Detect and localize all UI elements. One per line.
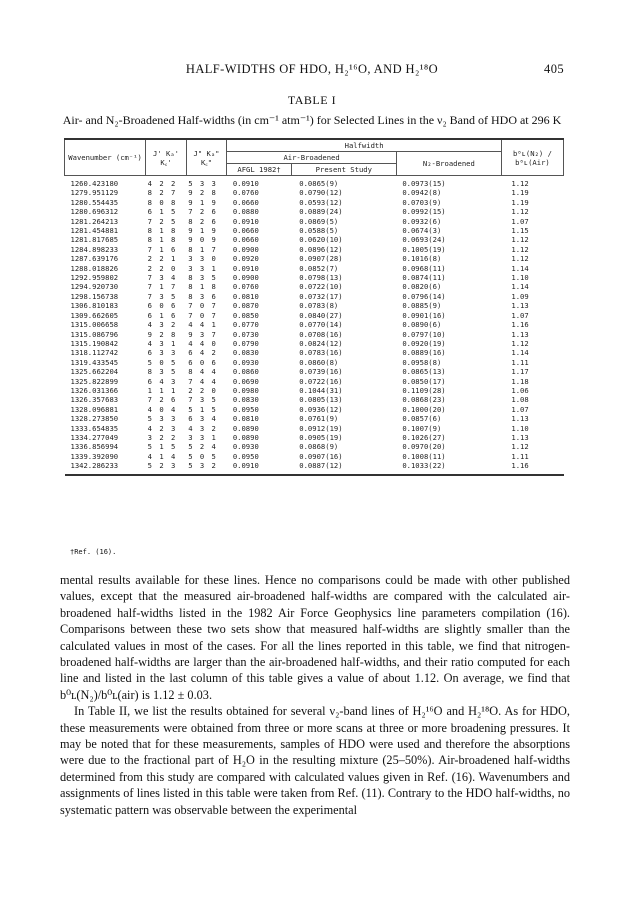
cell-wavenumber: 1318.112742 (70, 348, 119, 358)
cell-lower-state: 7 3 5 (188, 395, 218, 405)
cell-afgl: 0.0870 (232, 301, 259, 311)
cell-upper-state: 6 0 6 (147, 301, 177, 311)
cell-n2-broadened: 0.0942(8) (402, 188, 442, 198)
cell-upper-state: 4 1 4 (147, 451, 177, 461)
cell-upper-state: 8 1 8 (147, 235, 177, 245)
cell-lower-state: 8 3 6 (188, 291, 218, 301)
cell-afgl: 0.0690 (232, 376, 259, 386)
cell-wavenumber: 1281.454881 (70, 226, 119, 236)
cell-upper-state: 1 1 1 (147, 385, 177, 395)
cell-present-study: 0.0805(13) (299, 395, 343, 405)
table-row (65, 282, 564, 291)
cell-ratio: 1.10 (511, 273, 529, 283)
cell-ratio: 1.12 (511, 179, 529, 188)
cell-present-study: 0.0889(24) (299, 207, 343, 217)
cell-wavenumber: 1287.639176 (70, 254, 119, 264)
cell-n2-broadened: 0.0885(9) (402, 301, 442, 311)
cell-ratio: 1.08 (511, 395, 529, 405)
cell-lower-state: 6 0 6 (188, 357, 218, 367)
cell-present-study: 0.0912(19) (299, 423, 343, 433)
cell-lower-state: 7 0 7 (188, 310, 218, 320)
cell-wavenumber: 1326.357683 (70, 395, 119, 405)
cell-upper-state: 4 0 4 (147, 404, 177, 414)
cell-present-study: 0.1044(31) (299, 385, 343, 395)
cell-upper-state: 7 1 6 (147, 244, 177, 254)
cell-lower-state: 4 4 1 (188, 320, 218, 330)
cell-wavenumber: 1339.392090 (70, 451, 119, 461)
cell-afgl: 0.0980 (232, 385, 259, 395)
cell-ratio: 1.17 (511, 367, 529, 377)
table-row (65, 339, 564, 348)
cell-n2-broadened: 0.0865(13) (402, 367, 446, 377)
cell-ratio: 1.14 (511, 263, 529, 273)
cell-lower-state: 7 0 7 (188, 301, 218, 311)
table-label: TABLE I (287, 93, 337, 107)
cell-n2-broadened: 0.1033(22) (396, 461, 501, 474)
cell-afgl: 0.0890 (232, 423, 259, 433)
table-row (65, 377, 564, 386)
cell-wavenumber: 1279.951129 (70, 188, 119, 198)
table-row (65, 254, 564, 263)
table-row (65, 348, 564, 357)
cell-afgl: 0.0910 (232, 263, 259, 273)
cell-upper-state: 4 2 3 (147, 423, 177, 433)
header-upper-state: J' Kₐ' K꜀' (146, 139, 187, 176)
cell-upper-state: 4 3 2 (147, 320, 177, 330)
cell-wavenumber: 1280.554435 (70, 197, 119, 207)
cell-upper-state: 9 2 8 (147, 329, 177, 339)
table-row (65, 358, 564, 367)
cell-present-study: 0.0907(16) (299, 451, 343, 461)
cell-lower-state: 6 3 4 (188, 414, 218, 424)
cell-upper-state: 8 1 8 (147, 226, 177, 236)
header-afgl: AFGL 1982† (227, 164, 291, 176)
cell-upper-state: 7 2 5 (147, 216, 177, 226)
cell-n2-broadened: 0.0932(6) (402, 216, 442, 226)
table-row (65, 386, 564, 395)
table-row (65, 311, 564, 320)
cell-ratio: 1.19 (511, 197, 529, 207)
table-row (65, 217, 564, 226)
cell-wavenumber: 1281.817685 (70, 235, 119, 245)
cell-lower-state: 8 1 7 (188, 244, 218, 254)
running-title: HALF-WIDTHS OF HDO, H₂¹⁶O, AND H₂¹⁸O (185, 62, 439, 76)
cell-lower-state: 5 0 5 (188, 451, 218, 461)
table-row (65, 176, 564, 189)
cell-wavenumber: 1333.654835 (70, 423, 119, 433)
cell-n2-broadened: 0.0973(15) (402, 179, 446, 188)
cell-afgl: 0.0760 (232, 188, 259, 198)
header-air-broadened: Air-Broadened (227, 152, 397, 164)
cell-wavenumber: 1281.264213 (70, 216, 119, 226)
cell-present-study: 0.0770(14) (299, 320, 343, 330)
cell-present-study: 0.0783(16) (299, 348, 343, 358)
cell-afgl: 0.0910 (227, 461, 291, 474)
cell-n2-broadened: 0.0890(6) (402, 320, 442, 330)
cell-upper-state: 6 1 6 (147, 310, 177, 320)
table-row (65, 264, 564, 273)
cell-ratio: 1.12 (511, 235, 529, 245)
cell-ratio: 1.11 (511, 357, 529, 367)
cell-n2-broadened: 0.0857(6) (402, 414, 442, 424)
cell-lower-state: 8 2 6 (188, 216, 218, 226)
cell-upper-state: 8 2 7 (147, 188, 177, 198)
header-ratio: b⁰ʟ(N₂) / b⁰ʟ(Air) (501, 139, 563, 176)
cell-present-study: 0.0868(9) (299, 442, 339, 452)
cell-upper-state: 5 3 3 (147, 414, 177, 424)
cell-n2-broadened: 0.1016(8) (402, 254, 442, 264)
header-lower-state: J" Kₐ" K꜀" (186, 139, 227, 176)
cell-wavenumber: 1319.433545 (70, 357, 119, 367)
cell-present-study: 0.0588(5) (299, 226, 339, 236)
header-halfwidth: Halfwidth (227, 139, 502, 152)
header-n2-broadened: N₂-Broadened (396, 152, 501, 176)
cell-afgl: 0.0760 (232, 282, 259, 292)
cell-n2-broadened: 0.1007(9) (402, 423, 442, 433)
cell-wavenumber: 1280.696312 (70, 207, 119, 217)
table-row (65, 433, 564, 442)
table-row (65, 367, 564, 376)
cell-ratio: 1.12 (511, 207, 529, 217)
cell-lower-state: 9 0 9 (188, 235, 218, 245)
cell-upper-state: 5 1 5 (147, 442, 177, 452)
table-row (65, 226, 564, 235)
cell-present-study: 0.0593(12) (299, 197, 343, 207)
cell-n2-broadened: 0.0850(17) (402, 376, 446, 386)
cell-lower-state: 5 3 2 (186, 461, 227, 474)
cell-wavenumber: 1309.662605 (70, 310, 119, 320)
cell-afgl: 0.0950 (232, 404, 259, 414)
cell-afgl: 0.0950 (232, 451, 259, 461)
table-row (65, 320, 564, 329)
cell-upper-state: 5 0 5 (147, 357, 177, 367)
cell-ratio: 1.19 (511, 188, 529, 198)
cell-upper-state: 6 1 5 (147, 207, 177, 217)
cell-present-study: 0.0887(12) (291, 461, 396, 474)
cell-afgl: 0.0660 (232, 197, 259, 207)
cell-afgl: 0.0850 (232, 310, 259, 320)
cell-present-study: 0.0620(10) (299, 235, 343, 245)
cell-wavenumber: 1336.856994 (70, 442, 119, 452)
cell-wavenumber: 1284.898233 (70, 244, 119, 254)
table-row (65, 245, 564, 254)
cell-upper-state: 7 3 5 (147, 291, 177, 301)
cell-lower-state: 6 4 2 (188, 348, 218, 358)
table-row (65, 461, 564, 474)
cell-afgl: 0.0860 (232, 367, 259, 377)
cell-afgl: 0.0810 (232, 414, 259, 424)
cell-wavenumber: 1294.920730 (70, 282, 119, 292)
cell-ratio: 1.10 (511, 423, 529, 433)
cell-wavenumber: 1315.006658 (70, 320, 119, 330)
table-row (65, 424, 564, 433)
cell-lower-state: 7 4 4 (188, 376, 218, 386)
cell-n2-broadened: 0.0820(6) (402, 282, 442, 292)
cell-ratio: 1.09 (511, 291, 529, 301)
cell-afgl: 0.0930 (232, 357, 259, 367)
cell-n2-broadened: 0.0693(24) (402, 235, 446, 245)
cell-lower-state: 8 1 8 (188, 282, 218, 292)
cell-n2-broadened: 0.0703(9) (402, 197, 442, 207)
cell-n2-broadened: 0.1109(28) (402, 385, 446, 395)
cell-wavenumber: 1334.277049 (70, 432, 119, 442)
cell-present-study: 0.0907(28) (299, 254, 343, 264)
cell-afgl: 0.0660 (232, 226, 259, 236)
cell-wavenumber: 1298.156738 (70, 291, 119, 301)
cell-ratio: 1.13 (511, 329, 529, 339)
cell-afgl: 0.0900 (232, 273, 259, 283)
cell-ratio: 1.06 (511, 385, 529, 395)
cell-present-study: 0.0798(13) (299, 273, 343, 283)
table-row (65, 414, 564, 423)
cell-n2-broadened: 0.0970(20) (402, 442, 446, 452)
cell-present-study: 0.0722(16) (299, 376, 343, 386)
cell-lower-state: 5 3 3 (188, 179, 218, 188)
cell-afgl: 0.0910 (232, 179, 259, 188)
cell-n2-broadened: 0.0874(11) (402, 273, 446, 283)
table-row (65, 273, 564, 282)
cell-n2-broadened: 0.0889(16) (402, 348, 446, 358)
cell-lower-state: 3 3 1 (188, 263, 218, 273)
body-text (60, 572, 570, 818)
cell-present-study: 0.0865(9) (299, 179, 339, 188)
cell-ratio: 1.13 (511, 432, 529, 442)
cell-present-study: 0.0739(16) (299, 367, 343, 377)
cell-wavenumber: 1315.086796 (70, 329, 119, 339)
paragraph-1: mental results available for these lines. Hence no comparisons could be made with other published values, except that the measured air-broadened half-widths are compared with the calculated air-broadened half-widths listed in the 1982 Air Force Geophysics line parameters compilation (16). Comparisons between these two sets show that measured half-widths are slightly smaller than the calculated values in most of the cases. For all the lines reported in this table, we find that nitrogen-broadened half-widths are larger than the air-broadened half-widths, and their ratio computed for each line and listed in the last column of this table gives a value of about 1.12. On average, we find that b⁰ʟ(N₂)/b⁰ʟ(air) is 1.12 ± 0.03. (60, 573, 570, 702)
cell-lower-state: 8 3 5 (188, 273, 218, 283)
table-footnote: †Ref. (16). (70, 548, 117, 556)
cell-present-study: 0.0852(7) (299, 263, 339, 273)
cell-lower-state: 8 4 4 (188, 367, 218, 377)
cell-n2-broadened: 0.0796(14) (402, 291, 446, 301)
cell-ratio: 1.14 (511, 348, 529, 358)
cell-n2-broadened: 0.0901(16) (402, 310, 446, 320)
cell-ratio: 1.12 (511, 244, 529, 254)
cell-wavenumber: 1260.423180 (70, 179, 119, 188)
cell-upper-state: 2 2 0 (147, 263, 177, 273)
cell-ratio: 1.07 (511, 404, 529, 414)
cell-lower-state: 9 1 9 (188, 197, 218, 207)
cell-n2-broadened: 0.1026(27) (402, 432, 446, 442)
page-number: 405 (544, 62, 564, 76)
cell-afgl: 0.0790 (232, 338, 259, 348)
table-row (65, 330, 564, 339)
cell-present-study: 0.0722(10) (299, 282, 343, 292)
table-container (64, 138, 564, 476)
cell-ratio: 1.14 (511, 282, 529, 292)
cell-wavenumber: 1306.810183 (70, 301, 119, 311)
cell-wavenumber: 1325.822899 (70, 376, 119, 386)
cell-upper-state: 7 1 7 (147, 282, 177, 292)
cell-ratio: 1.13 (511, 301, 529, 311)
cell-afgl: 0.0920 (232, 254, 259, 264)
cell-upper-state: 3 2 2 (147, 432, 177, 442)
cell-n2-broadened: 0.0920(19) (402, 338, 446, 348)
cell-afgl: 0.0880 (232, 207, 259, 217)
header-present-study: Present Study (291, 164, 396, 176)
cell-wavenumber: 1328.096881 (70, 404, 119, 414)
cell-afgl: 0.0890 (232, 432, 259, 442)
cell-lower-state: 9 2 8 (188, 188, 218, 198)
cell-n2-broadened: 0.0992(15) (402, 207, 446, 217)
cell-afgl: 0.0830 (232, 395, 259, 405)
cell-present-study: 0.0783(8) (299, 301, 339, 311)
table-caption: Air- and N₂-Broadened Half-widths (in cm⁻¹ atm⁻¹) for Selected Lines in the ν₂ Band of HDO at 296 K (62, 113, 562, 127)
cell-ratio: 1.16 (511, 320, 529, 330)
cell-present-study: 0.0869(5) (299, 216, 339, 226)
cell-ratio: 1.18 (511, 376, 529, 386)
cell-afgl: 0.0730 (232, 329, 259, 339)
halfwidth-table (64, 138, 564, 476)
cell-ratio: 1.16 (501, 461, 563, 474)
table-row (65, 405, 564, 414)
cell-n2-broadened: 0.1000(20) (402, 404, 446, 414)
cell-lower-state: 3 3 0 (188, 254, 218, 264)
cell-wavenumber: 1288.018826 (70, 263, 119, 273)
cell-present-study: 0.0790(12) (299, 188, 343, 198)
cell-wavenumber: 1328.273850 (70, 414, 119, 424)
cell-upper-state: 2 2 1 (147, 254, 177, 264)
table-row (65, 292, 564, 301)
header-wavenumber: Wavenumber (cm⁻¹) (65, 139, 146, 176)
table-row (65, 452, 564, 461)
cell-lower-state: 2 2 0 (188, 385, 218, 395)
cell-ratio: 1.11 (511, 451, 529, 461)
cell-n2-broadened: 0.0968(11) (402, 263, 446, 273)
cell-lower-state: 9 1 9 (188, 226, 218, 236)
cell-upper-state: 7 3 4 (147, 273, 177, 283)
table-body (65, 176, 564, 475)
cell-ratio: 1.12 (511, 442, 529, 452)
cell-present-study: 0.0708(16) (299, 329, 343, 339)
cell-present-study: 0.0824(12) (299, 338, 343, 348)
cell-present-study: 0.0860(8) (299, 357, 339, 367)
table-row (65, 207, 564, 216)
cell-wavenumber: 1325.662204 (70, 367, 119, 377)
cell-present-study: 0.0905(19) (299, 432, 343, 442)
cell-lower-state: 5 2 4 (188, 442, 218, 452)
cell-lower-state: 7 2 6 (188, 207, 218, 217)
table-row (65, 188, 564, 197)
cell-ratio: 1.07 (511, 216, 529, 226)
table-row (65, 395, 564, 404)
cell-afgl: 0.0830 (232, 348, 259, 358)
cell-present-study: 0.0840(27) (299, 310, 343, 320)
cell-ratio: 1.07 (511, 310, 529, 320)
table-row (65, 235, 564, 244)
cell-present-study: 0.0732(17) (299, 291, 343, 301)
cell-present-study: 0.0896(12) (299, 244, 343, 254)
cell-lower-state: 4 4 0 (188, 338, 218, 348)
cell-upper-state: 5 2 3 (146, 461, 187, 474)
cell-ratio: 1.13 (511, 414, 529, 424)
cell-n2-broadened: 0.0958(8) (402, 357, 442, 367)
table-row (65, 198, 564, 207)
cell-upper-state: 4 3 1 (147, 338, 177, 348)
cell-upper-state: 8 3 5 (147, 367, 177, 377)
cell-afgl: 0.0660 (232, 235, 259, 245)
cell-ratio: 1.15 (511, 226, 529, 236)
cell-wavenumber: 1315.190842 (70, 338, 119, 348)
cell-ratio: 1.12 (511, 338, 529, 348)
table-row (65, 301, 564, 310)
cell-lower-state: 9 3 7 (188, 329, 218, 339)
cell-afgl: 0.0930 (232, 442, 259, 452)
cell-wavenumber: 1326.031366 (70, 385, 119, 395)
cell-n2-broadened: 0.0674(3) (402, 226, 442, 236)
cell-n2-broadened: 0.1005(19) (402, 244, 446, 254)
cell-lower-state: 5 1 5 (188, 404, 218, 414)
cell-wavenumber: 1292.959802 (70, 273, 119, 283)
cell-ratio: 1.12 (511, 254, 529, 264)
cell-upper-state: 6 3 3 (147, 348, 177, 358)
cell-n2-broadened: 0.0868(23) (402, 395, 446, 405)
cell-present-study: 0.0761(9) (299, 414, 339, 424)
cell-n2-broadened: 0.1008(11) (402, 451, 446, 461)
cell-afgl: 0.0900 (232, 244, 259, 254)
cell-afgl: 0.0770 (232, 320, 259, 330)
table-row (65, 442, 564, 451)
cell-afgl: 0.0910 (232, 216, 259, 226)
cell-upper-state: 7 2 6 (147, 395, 177, 405)
cell-n2-broadened: 0.0797(10) (402, 329, 446, 339)
cell-present-study: 0.0936(12) (299, 404, 343, 414)
cell-afgl: 0.0810 (232, 291, 259, 301)
cell-wavenumber: 1342.286233 (65, 461, 146, 474)
paragraph-2: In Table II, we list the results obtained for several ν₂-band lines of H₂¹⁶O and H₂¹⁸O. As for HDO, these measurements were obtained from three or more scans at three or more broadening pressures. It may be noted that for these measurements, samples of HDO were used and therefore the absorptions were due to the fractional part of H₂O in the resulting mixture (25–50%). Air-broadened half-widths determined from this study are compared with calculated values given in Ref. (16). Wavenumbers and assignments of lines listed in this table were taken from Ref. (11). Contrary to the HDO half-widths, no systematic pattern was observable between the experimental (60, 704, 570, 817)
cell-upper-state: 6 4 3 (147, 376, 177, 386)
cell-lower-state: 4 3 2 (188, 423, 218, 433)
cell-upper-state: 4 2 2 (147, 179, 177, 188)
cell-lower-state: 3 3 1 (188, 432, 218, 442)
cell-upper-state: 8 0 8 (147, 197, 177, 207)
